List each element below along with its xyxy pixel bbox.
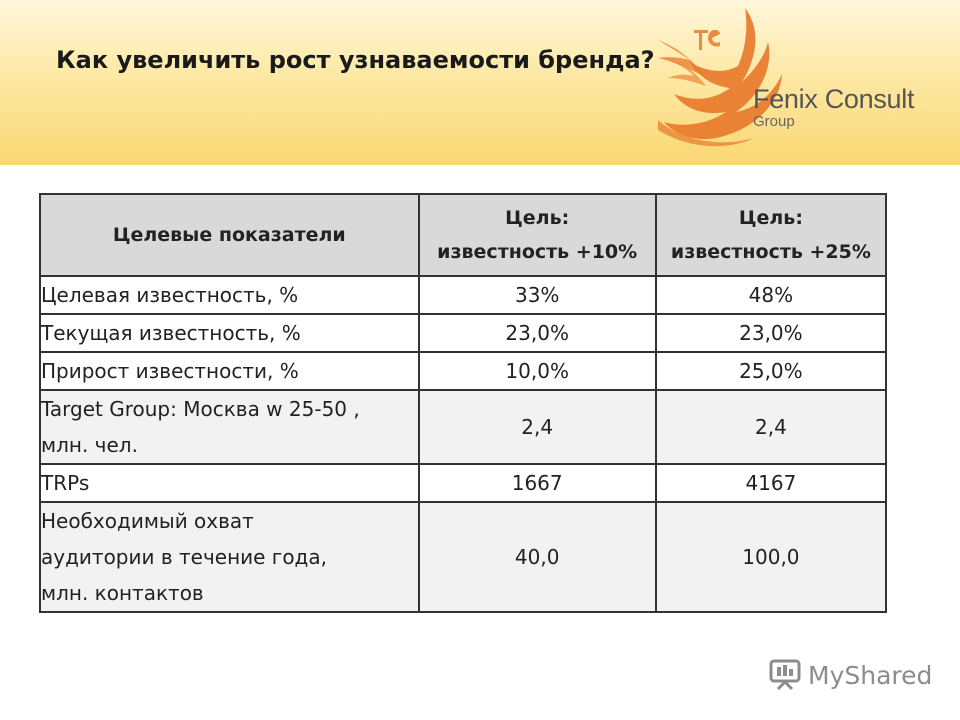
header-goal-25-line1: Цель: (738, 207, 803, 229)
row-label-line: млн. контактов (41, 581, 204, 605)
header-goal-25 (656, 194, 886, 276)
table-header-row (40, 194, 886, 276)
row-label: Целевая известность, % (40, 276, 419, 314)
row-value-25: 2,4 (656, 390, 886, 464)
table-row (40, 314, 886, 352)
row-value-10: 33% (419, 276, 656, 314)
header-goal-25-line2: известность +25% (670, 241, 871, 263)
logo-sub: Group (753, 113, 795, 130)
table-row (40, 276, 886, 314)
presentation-icon (768, 658, 802, 692)
table-row (40, 352, 886, 390)
row-label: Прирост известности, % (40, 352, 419, 390)
row-label: Текущая известность, % (40, 314, 419, 352)
header-metrics: Целевые показатели (40, 194, 419, 276)
row-value-10: 10,0% (419, 352, 656, 390)
table-row (40, 464, 886, 502)
row-value-10: 40,0 (419, 502, 656, 612)
table-row (40, 390, 886, 464)
row-label: TRPs (40, 464, 419, 502)
row-label (40, 390, 419, 464)
table-row (40, 502, 886, 612)
myshared-watermark[interactable] (768, 655, 932, 695)
row-label-line: млн. чел. (41, 433, 138, 457)
row-value-25: 25,0% (656, 352, 886, 390)
row-value-25: 48% (656, 276, 886, 314)
fenix-logo (650, 0, 950, 160)
row-value-10: 2,4 (419, 390, 656, 464)
header-goal-10 (419, 194, 656, 276)
phoenix-icon (650, 0, 950, 160)
watermark-text: MyShared (808, 660, 933, 690)
slide-title: Как увеличить рост узнаваемости бренда? (56, 46, 655, 74)
row-value-25: 4167 (656, 464, 886, 502)
row-label-line: Необходимый охват (41, 509, 254, 533)
metrics-table (39, 193, 887, 613)
row-value-10: 23,0% (419, 314, 656, 352)
header-goal-10-line2: известность +10% (437, 241, 638, 263)
header-goal-10-line1: Цель: (505, 207, 570, 229)
row-label-line: аудитории в течение года, (41, 545, 327, 569)
row-label (40, 502, 419, 612)
row-label-line: Target Group: Москва w 25-50 , (41, 397, 360, 421)
logo-name: Fenix Consult (753, 84, 915, 114)
row-value-25: 100,0 (656, 502, 886, 612)
row-value-10: 1667 (419, 464, 656, 502)
row-value-25: 23,0% (656, 314, 886, 352)
